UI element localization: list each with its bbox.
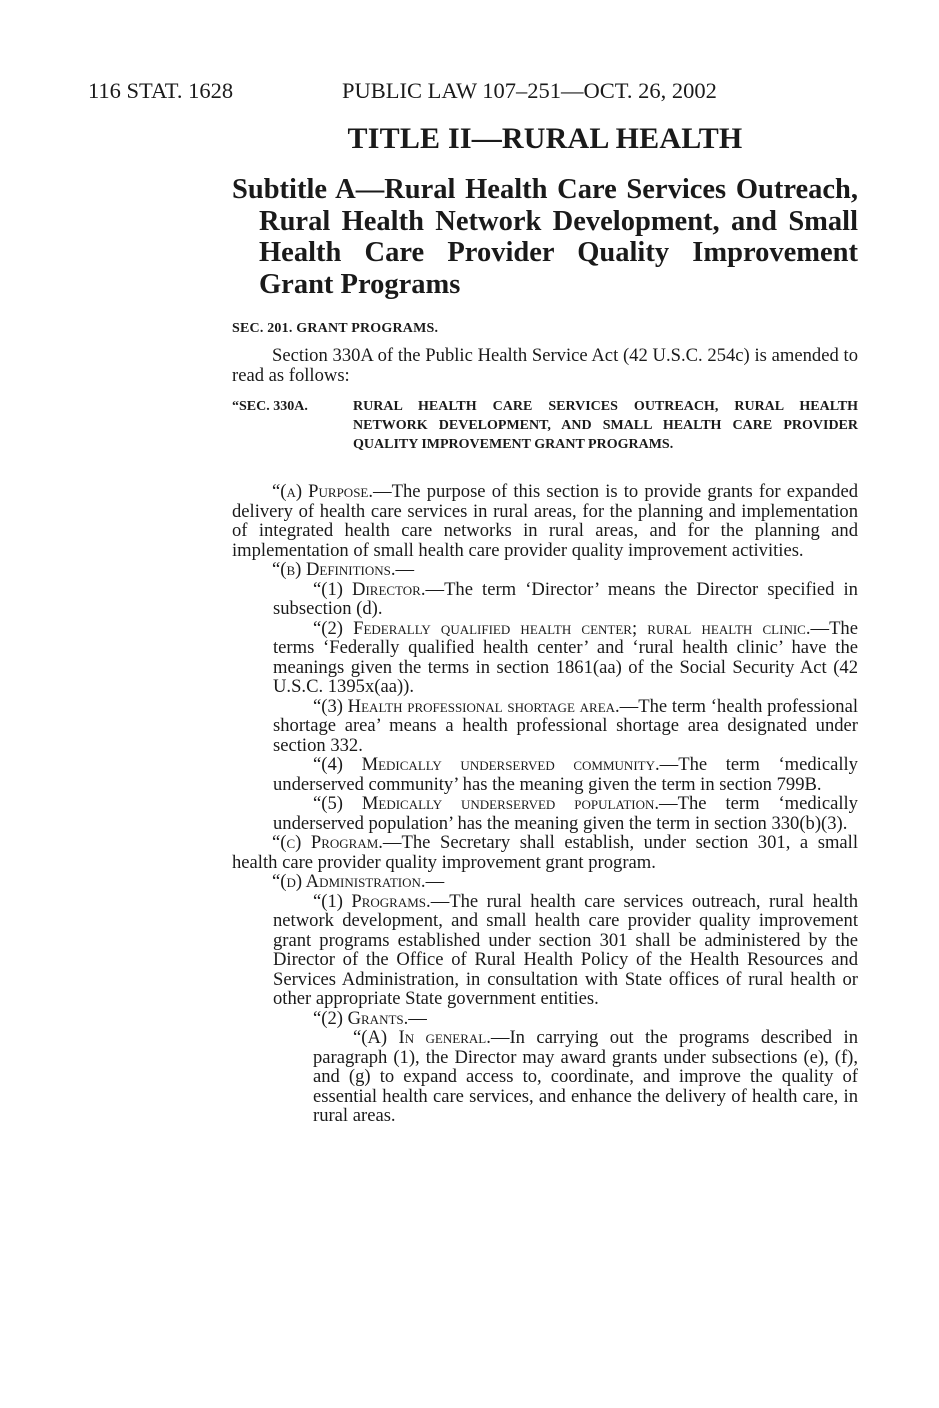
definition-text: —The term ‘medically underserved population’ has the meaning given the term in section 330(b)(3). [273,793,858,834]
running-header [88,78,858,108]
definition-text: —The terms ‘Federally qualified health center’ and ‘rural health clinic’ have the meanings given the terms in section 1861(aa) of the Social Security Act (42 U.S.C. 1395x(aa)). [273,617,858,697]
definition-item [232,619,858,697]
definition-text: —The term ‘Director’ means the Director specified in subsection (d). [273,578,858,619]
in-general-paragraph [232,1028,858,1126]
definition-item [232,697,858,756]
definition-text: —The term ‘health professional shortage area’ means a health professional shortage area designated under section 332. [273,695,858,756]
program-text: —The Secretary shall establish, under section 301, a small health care provider quality improvement grant program. [232,832,858,873]
subtitle-heading: Subtitle A—Rural Health Care Services Outreach, Rural Health Network Development, and Small Health Care Provider Quality Improvement Grant Programs [232,174,858,300]
grants-label: “(2) Grants. [313,1007,409,1029]
in-general-label: “(A) In general. [353,1027,491,1048]
intro-paragraph: Section 330A of the Public Health Service Act (42 U.S.C. 254c) is amended to read as follows: [232,345,858,386]
definitions-dash: — [395,559,415,580]
program-label: “(c) Program. [272,832,383,853]
definitions-label: “(b) Definitions. [272,559,396,580]
grants-dash: — [408,1007,427,1029]
program-paragraph [232,833,858,872]
section-330a-heading [232,397,858,454]
section-201-intro [232,346,858,385]
definition-item [232,580,858,619]
definition-label: “(4) Medically underserved community. [313,754,660,775]
section-201-heading: SEC. 201. GRANT PROGRAMS. [232,321,439,336]
definition-item [232,794,858,833]
definition-item [232,755,858,794]
administration-dash: — [425,871,445,892]
administration-heading [232,872,858,892]
statute-body [232,482,858,1126]
programs-label: “(1) Programs. [313,890,431,912]
definition-label: “(2) Federally qualified health center; rural health clinic. [313,617,811,639]
definition-label: “(5) Medically underserved population. [313,793,660,814]
section-330a-number: “SEC. 330A. [232,399,308,414]
law-reference: PUBLIC LAW 107–251—OCT. 26, 2002 [342,78,717,103]
definition-text: —The term ‘medically underserved community’ has the meaning given the term in section 799B. [273,754,858,795]
administration-label: “(d) Administration. [272,871,426,892]
in-general-text: —In carrying out the programs described in paragraph (1), the Director may award grants under subsections (e), (f), and (g) to expand access to, coordinate, and improve the quality of essential health care services, and enhance the delivery of health care, in rural areas. [313,1027,859,1126]
grants-heading [232,1009,858,1029]
programs-paragraph [232,892,858,1009]
purpose-label: “(a) Purpose. [272,481,374,502]
purpose-paragraph [232,482,858,560]
definition-label: “(3) Health professional shortage area. [313,695,620,717]
definitions-heading [232,560,858,580]
section-330a-title: RURAL HEALTH CARE SERVICES OUTREACH, RURAL HEALTH NETWORK DEVELOPMENT, AND SMALL HEALTH CARE PROVIDER QUALITY IMPROVEMENT GRANT PROGRAMS. [353,399,858,452]
stat-reference: 116 STAT. 1628 [88,78,234,103]
purpose-text: —The purpose of this section is to provide grants for expanded delivery of health care services in rural areas, for the planning and implementation of integrated health care networks in rural areas, and for the planning and implementation of small health care provider quality improvement activities. [232,481,859,561]
definition-label: “(1) Director. [313,578,426,600]
programs-text: —The rural health care services outreach, rural health network development, and small health care provider quality improvement grant programs established under section 301 shall be administered by the Director of the Office of Rural Health Policy of the Health Resources and Services Administration, in consultation with State offices of rural health or other appropriate State government entities. [273,890,858,1009]
title-heading: TITLE II—RURAL HEALTH [347,122,743,155]
